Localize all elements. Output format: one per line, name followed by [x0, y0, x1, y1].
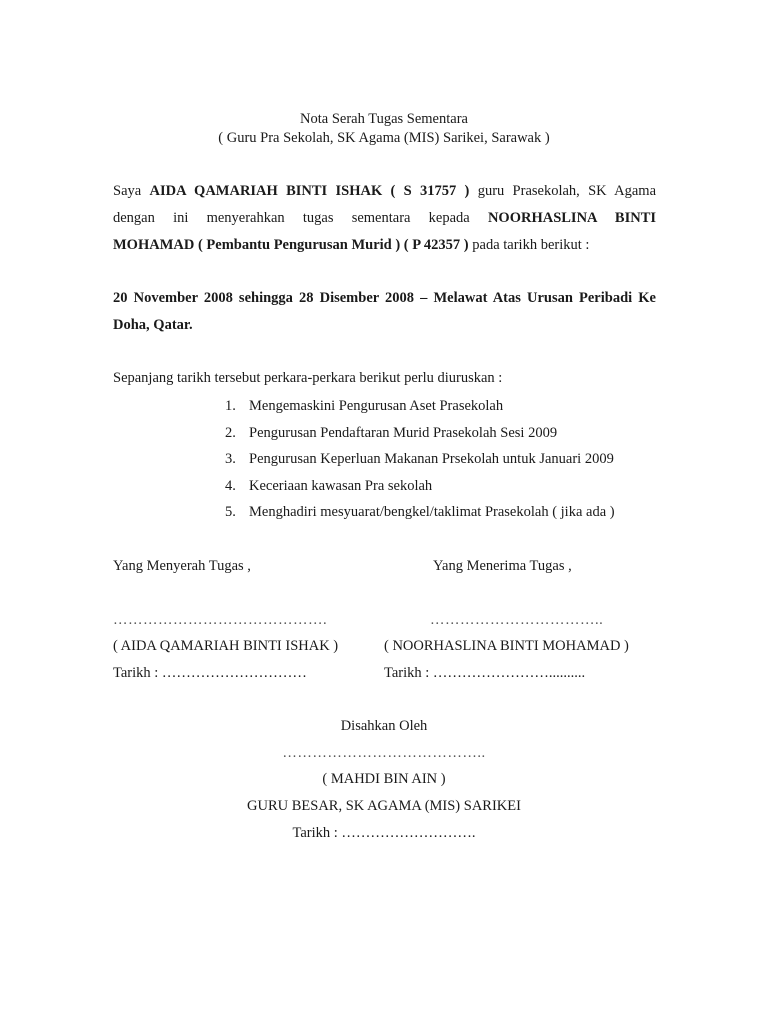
giver-date: Tarikh : ………………………… — [113, 665, 307, 681]
list-item: 4. Keceriaan kawasan Pra sekolah — [225, 477, 433, 494]
list-item: 3. Pengurusan Keperluan Makanan Prsekolah untuk Januari 2009 — [225, 451, 614, 467]
list-item: 2. Pengurusan Pendaftaran Murid Prasekolah Sesi 2009 — [225, 424, 558, 441]
period-paragraph — [113, 285, 656, 339]
period-line-1: 20 November 2008 sehingga 28 Disember 2008 – Melawat Atas Urusan Peribadi Ke — [113, 290, 656, 306]
document-title: Nota Serah Tugas Sementara — [300, 111, 468, 127]
period-line-2: Doha, Qatar. — [113, 317, 193, 333]
receiver-name-part1: NOORHASLINA BINTI — [487, 210, 657, 226]
tasks-intro: Sepanjang tarikh tersebut perkara-perkara berikut perlu diuruskan : — [113, 370, 503, 386]
giver-name: ( AIDA QAMARIAH BINTI ISHAK ) — [113, 638, 339, 654]
receiver-name-part2: MOHAMAD ( Pembantu Pengurusan Murid ) ( P 42357 ) — [113, 237, 469, 253]
intro-role: guru Prasekolah, SK Agama — [477, 183, 657, 199]
giver-signature-line: ……………………………………. — [113, 612, 328, 628]
receiver-name: ( NOORHASLINA BINTI MOHAMAD ) — [384, 638, 629, 654]
intro-word-saya: Saya — [113, 183, 142, 199]
giver-name-id: AIDA QAMARIAH BINTI ISHAK ( S 31757 ) — [149, 183, 470, 199]
approval-label: Disahkan Oleh — [340, 718, 428, 734]
intro-date-text: pada tarikh berikut : — [472, 237, 590, 253]
approver-name: ( MAHDI BIN AIN ) — [322, 771, 446, 787]
list-item: 5. Menghadiri mesyuarat/bengkel/taklimat Prasekolah ( jika ada ) — [225, 504, 615, 520]
approval-date: Tarikh : ………………………. — [292, 825, 476, 841]
approver-position: GURU BESAR, SK AGAMA (MIS) SARIKEI — [247, 798, 521, 814]
task-list — [225, 393, 615, 526]
receiver-signature-line: …………………………….. — [430, 612, 604, 628]
list-item: 1. Mengemaskini Pengurusan Aset Prasekolah — [225, 398, 504, 414]
approval-signature-line: ………………………………….. — [282, 745, 486, 761]
receiver-label: Yang Menerima Tugas , — [433, 558, 572, 574]
receiver-date: Tarikh : …………………….......... — [384, 665, 586, 681]
intro-handover-text: dengan ini menyerahkan tugas sementara kepada — [113, 210, 470, 226]
document-subtitle: ( Guru Pra Sekolah, SK Agama (MIS) Sarikei, Sarawak ) — [218, 130, 550, 146]
giver-label: Yang Menyerah Tugas , — [113, 558, 251, 574]
intro-paragraph — [113, 178, 656, 259]
